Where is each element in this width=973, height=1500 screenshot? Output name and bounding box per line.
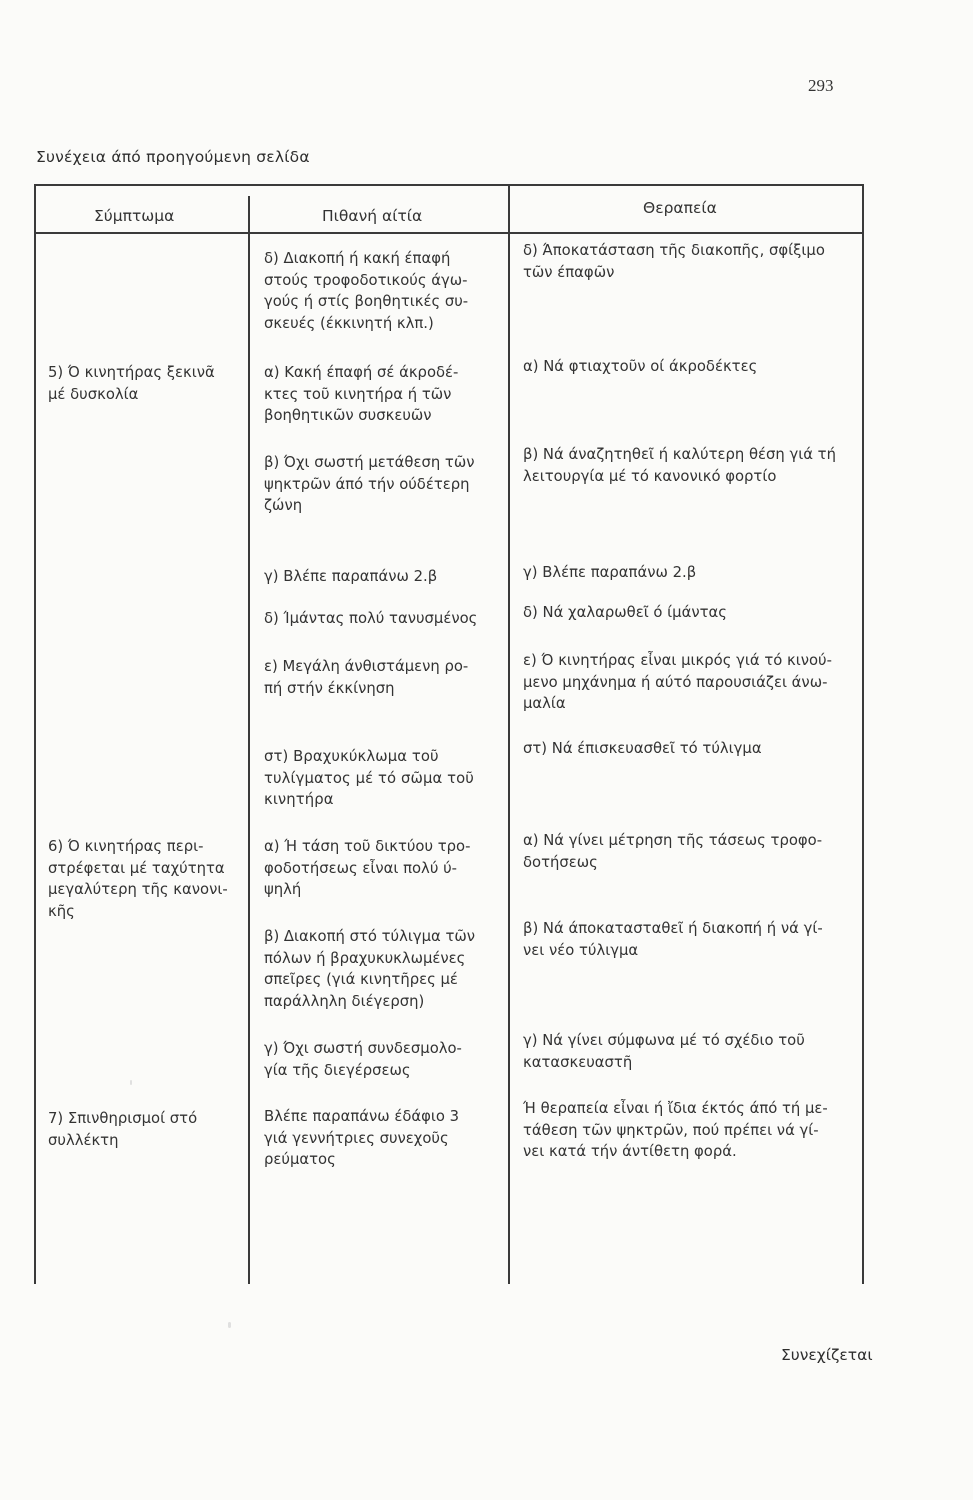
symptom-5: 5) Ό κινητήρας ξεκινᾶ μέ δυσκολία [48, 364, 215, 403]
header-cause: Πιθανή αίτία [322, 207, 423, 225]
cause-6a: α) Ή τάση τοῦ δικτύου τρο- φοδοτήσεως εἶναι πολύ ύ- ψηλή [264, 838, 471, 898]
cause-5a: α) Κακή έπαφή σέ άκροδέ- κτες τοῦ κινητήρα ή τῶν βοηθητικῶν συσκευῶν [264, 364, 459, 424]
remedy-5d: δ) Νά χαλαρωθεῖ ό ίμάντας [523, 604, 727, 621]
cause-6b: β) Διακοπή στό τύλιγμα τῶν πόλων ή βραχυκυκλωμένες σπεῖρες (γιά κινητῆρες μέ παράλληλη διέγερση) [264, 928, 476, 1010]
cause-d1: δ) Διακοπή ή κακή έπαφή στούς τροφοδοτικούς άγω- γούς ή στίς βοηθητικές συ- σκευές (έκκινητή κλπ.) [264, 250, 469, 332]
continues-note: Συνεχίζεται [781, 1346, 873, 1364]
table-top-rule [34, 184, 864, 186]
table-right-rule [862, 184, 864, 1284]
cause-7: Βλέπε παραπάνω έδάφιο 3 γιά γεννήτριες συνεχοῦς ρεύματος [264, 1108, 460, 1168]
cause-5c: γ) Βλέπε παραπάνω 2.β [264, 568, 438, 585]
continued-from-note: Συνέχεια άπό προηγούμενη σελίδα [36, 148, 310, 166]
cause-6c: γ) Όχι σωστή συνδεσμολο- γία τῆς διεγέρσεως [264, 1040, 462, 1079]
table-divider-2 [508, 186, 510, 1284]
remedy-5f: στ) Νά έπισκευασθεῖ τό τύλιγμα [523, 740, 762, 757]
remedy-5a: α) Νά φτιαχτοῦν οί άκροδέκτες [523, 358, 758, 375]
remedy-6c: γ) Νά γίνει σύμφωνα μέ τό σχέδιο τοῦ κατασκευαστῆ [523, 1032, 805, 1071]
remedy-5b: β) Νά άναζητηθεῖ ή καλύτερη θέση γιά τή λειτουργία μέ τό κανονικό φορτίο [523, 446, 836, 485]
cause-5f: στ) Βραχυκύκλωμα τοῦ τυλίγματος μέ τό σῶμα τοῦ κινητήρα [264, 748, 474, 808]
cause-5b: β) Όχι σωστή μετάθεση τῶν ψηκτρῶν άπό τήν ούδέτερη ζώνη [264, 454, 475, 514]
header-remedy: Θεραπεία [643, 199, 717, 217]
table-left-rule [34, 184, 36, 1284]
remedy-6b: β) Νά άποκατασταθεῖ ή διακοπή ή νά γί- νει νέο τύλιγμα [523, 920, 823, 959]
symptom-6: 6) Ό κινητήρας περι- στρέφεται μέ ταχύτητα μεγαλύτερη τῆς κανονι- κῆς [48, 838, 228, 920]
cause-5d: δ) Ίμάντας πολύ τανυσμένος [264, 610, 478, 627]
remedy-5c: γ) Βλέπε παραπάνω 2.β [523, 564, 697, 581]
page-number: 293 [808, 76, 834, 95]
table-divider-1 [248, 196, 250, 1284]
header-symptom: Σύμπτωμα [94, 207, 175, 225]
symptom-7: 7) Σπινθηρισμοί στό συλλέκτη [48, 1110, 198, 1149]
remedy-6a: α) Νά γίνει μέτρηση τῆς τάσεως τροφο- δοτήσεως [523, 832, 823, 871]
remedy-7: Ή θεραπεία εἶναι ή ἴδια έκτός άπό τή με- τάθεση τῶν ψηκτρῶν, πού πρέπει νά γί- νει κατά τήν άντίθετη φορά. [523, 1100, 828, 1160]
scan-speck [228, 1322, 231, 1328]
scan-speck [130, 1080, 132, 1085]
remedy-5e: ε) Ό κινητήρας εἶναι μικρός γιά τό κινού- μενο μηχάνημα ή αύτό παρουσιάζει άνω- μαλία [523, 652, 832, 712]
table-header-rule [34, 232, 864, 234]
cause-5e: ε) Μεγάλη άνθιστάμενη ρο- πή στήν έκκίνηση [264, 658, 469, 697]
remedy-d1: δ) Άποκατάσταση τῆς διακοπῆς, σφίξιμο τῶν έπαφῶν [523, 242, 825, 281]
